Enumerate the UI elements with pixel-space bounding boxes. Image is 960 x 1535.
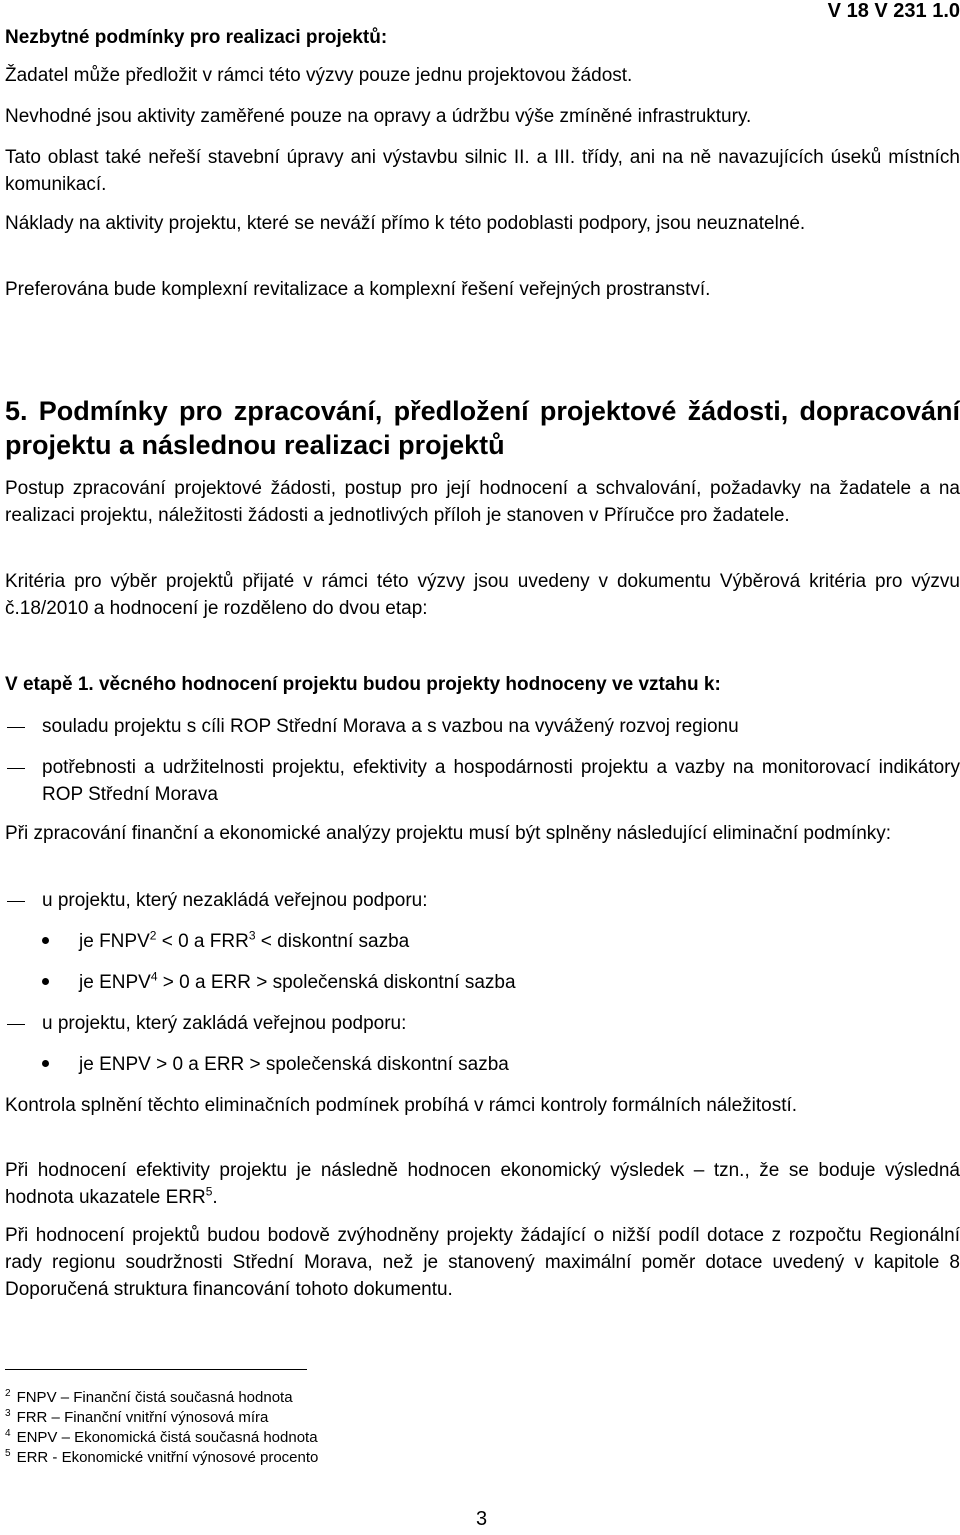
intro-paragraph-4: Náklady na aktivity projektu, které se neváží přímo k této podoblasti podpory, jsou neuznatelné. xyxy=(5,213,806,234)
criterion-item: potřebnosti a udržitelnosti projektu, efektivity a hospodárnosti projektu a vazby na monitorovací indikátory ROP Střední Morava xyxy=(42,757,960,805)
control-paragraph: Kontrola splnění těchto eliminačních podmínek probíhá v rámci kontroly formálních náležitostí. xyxy=(5,1095,798,1116)
dash-bullet-icon xyxy=(7,1024,25,1025)
footnote: $^5$ ERR - Ekonomické vnitřní výnosové procento xyxy=(5,1448,319,1466)
section-5-paragraph-1: Postup zpracování projektové žádosti, postup pro její hodnocení a schvalování, požadavky na žadatele a na realizaci projektu, náležitosti žádosti a jednotlivých příloh je stanoven v Příručce pro žadatele. xyxy=(5,478,960,526)
version-label: V 18 V 231 1.0 xyxy=(827,0,960,22)
criterion-item: souladu projektu s cíli ROP Střední Morava a s vazbou na vyvážený rozvoj regionu xyxy=(42,716,739,737)
section-5-heading: 5. Podmínky pro zpracování, předložení projektové žádosti, dopracování projektu a následnou realizaci projektů xyxy=(5,396,960,460)
dash-bullet-icon xyxy=(7,727,25,728)
aid-label: u projektu, který zakládá veřejnou podporu: xyxy=(42,1013,407,1034)
subsidy-paragraph: Při hodnocení projektů budou bodově zvýhodněny projekty žádající o nižší podíl dotace z rozpočtu Regionální rady regionu soudržnosti Střední Morava, než je stanovený maximální poměr dotace uvedený v kapitole 8 Doporučená struktura financování tohoto dokumentu. xyxy=(5,1225,960,1300)
intro-paragraph-3: Tato oblast také neřeší stavební úpravy ani výstavbu silnic II. a III. třídy, ani na ně navazujících úseků místních komunikací. xyxy=(5,147,960,195)
bullet-icon xyxy=(42,978,49,985)
intro-paragraph-2: Nevhodné jsou aktivity zaměřené pouze na opravy a údržbu výše zmíněné infrastruktury. xyxy=(5,106,752,127)
footnote: $^2$ FNPV – Finanční čistá současná hodnota xyxy=(5,1388,293,1406)
bullet-icon xyxy=(42,1060,49,1067)
financial-analysis-intro: Při zpracování finanční a ekonomické analýzy projektu musí být splněny následující eliminační podmínky: xyxy=(5,823,892,844)
footnote: $^3$ FRR – Finanční vnitřní výnosová míra xyxy=(5,1408,269,1426)
no-aid-label: u projektu, který nezakládá veřejnou podporu: xyxy=(42,890,428,911)
no-aid-condition: je $ENPV^4 > 0$ a ERR > společenská diskontní sazba xyxy=(79,969,516,993)
stage-heading: V etapě 1. věcného hodnocení projektu budou projekty hodnoceny ve vztahu k: xyxy=(5,674,721,695)
dash-bullet-icon xyxy=(7,901,25,902)
intro-paragraph-1: Žadatel může předložit v rámci této výzvy pouze jednu projektovou žádost. xyxy=(5,65,633,86)
intro-paragraph-5: Preferována bude komplexní revitalizace a komplexní řešení veřejných prostranství. xyxy=(5,279,711,300)
efficiency-paragraph: Při hodnocení efektivity projektu je následně hodnocen ekonomický výsledek – tzn., že se boduje výsledná hodnota ukazatele ERR$^5$. xyxy=(5,1160,960,1208)
page-number: 3 xyxy=(476,1508,488,1530)
section-title: Nezbytné podmínky pro realizaci projektů: xyxy=(5,27,388,48)
footnote-separator xyxy=(5,1369,307,1370)
section-5-paragraph-2: Kritéria pro výběr projektů přijaté v rámci této výzvy jsou uvedeny v dokumentu Výběrová kritéria pro výzvu č.18/2010 a hodnocení je rozděleno do dvou etap: xyxy=(5,571,960,619)
footnote: $^4$ ENPV – Ekonomická čistá současná hodnota xyxy=(5,1428,318,1446)
bullet-icon xyxy=(42,937,49,944)
no-aid-condition: je $FNPV^2 < 0$ a $FRR^3$ < diskontní sazba xyxy=(79,928,410,952)
dash-bullet-icon xyxy=(7,768,25,769)
aid-condition: je ENPV > 0 a ERR > společenská diskontní sazba xyxy=(79,1054,509,1075)
document-page xyxy=(5,0,960,1535)
